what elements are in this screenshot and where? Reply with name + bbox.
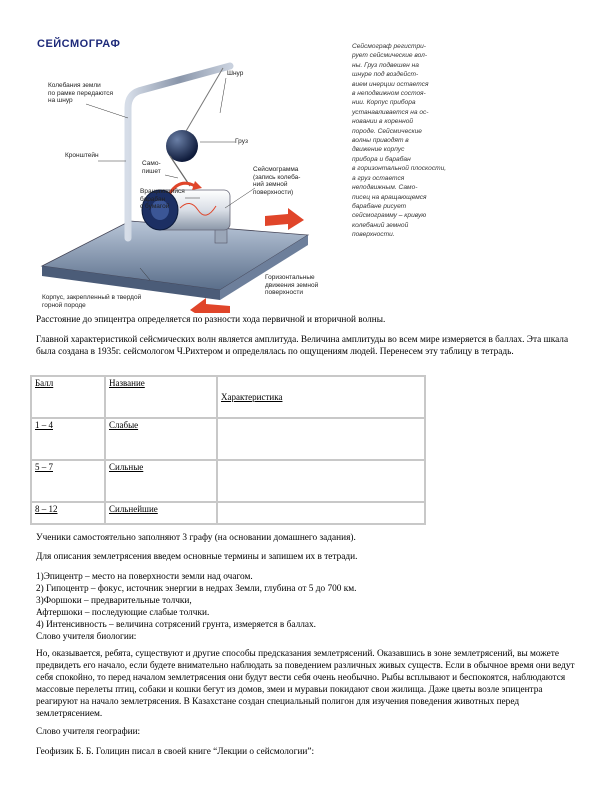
table-cell bbox=[217, 460, 425, 502]
table-header-cell: Балл bbox=[31, 376, 105, 418]
table-cell: Слабые bbox=[105, 418, 217, 460]
table-header-row bbox=[31, 376, 425, 418]
table-cell: 5 – 7 bbox=[31, 460, 105, 502]
term-item: Слово учителя биологии: bbox=[36, 632, 137, 642]
table-row bbox=[31, 502, 425, 524]
figure-title: СЕЙСМОГРАФ bbox=[37, 38, 121, 50]
richter-scale-table bbox=[30, 375, 426, 525]
label-horizontal-movement: Горизонтальные движения земной поверхности bbox=[265, 274, 319, 296]
term-item: 4) Интенсивность – величина сотрясений грунта, измеряется в баллах. bbox=[36, 620, 316, 630]
label-seismogram: Сейсмограмма (запись колеба- ний земной поверхности) bbox=[253, 166, 301, 196]
term-item: 3)Форшоки – предварительные толчки, bbox=[36, 596, 192, 606]
label-arrow-pen: Само- пишет bbox=[142, 160, 161, 175]
table-cell bbox=[217, 502, 425, 524]
figure-side-note: Сейсмограф регистри- рует сейсмические вол- ны. Груз подвешен на шнуре под воздейст- вием инерции остается в неподвижном состоя- нии. Корпус прибора устанавливается на ос- новании в коренной породе. Сейсмические волны приводят в движение корпус прибора и барабан в горизонтальной плоскости, а груз остается неподвижным. Само- писец на вращающемся барабане рисует сейсмограмму – кривую колебаний земной поверхности. bbox=[352, 43, 447, 239]
table-cell: Сильные bbox=[105, 460, 217, 502]
term-item: 1)Эпицентр – место на поверхности земли над очагом. bbox=[36, 572, 253, 582]
movement-arrow-right bbox=[265, 208, 304, 230]
label-drum: Вращающийся барабан с бумагой bbox=[140, 188, 185, 210]
movement-arrow-left bbox=[190, 298, 230, 313]
table-cell bbox=[217, 418, 425, 460]
label-weight: Груз bbox=[235, 138, 248, 145]
paragraph-epicenter-distance: Расстояние до эпицентра определяется по разности хода первичной и вторичной волны. bbox=[36, 315, 386, 325]
paragraph-golitsyn: Геофизик Б. Б. Голицин писал в своей книге “Лекции о сейсмологии”: bbox=[36, 747, 315, 757]
table-cell: Сильнейшие bbox=[105, 502, 217, 524]
paragraph-students-fill: Ученики самостоятельно заполняют 3 графу (на основании домашнего задания). bbox=[36, 533, 356, 543]
paragraph-biology: Но, оказывается, ребята, существуют и другие способы предсказания землетрясений. Оказавшись в зоне землетрясений, вы можете предвидеть его начало, если будете внимательно наблюдать за поведением различных живых существ. Если в обычное время они ведут себя спокойно, то перед началом землетрясения они будут вести себя очень необычно. Рыбы всплывают и беспокоятся, наблюдаются массовые перелеты птиц, собаки и кошки бегут из домов, змеи и муравьи покидают свои жилища. Даже цветы возле эпицентра реагируют на начало землетрясения. В Казахстане создан специальный полигон для изучения поведения животных перед землетрясением. bbox=[36, 649, 575, 719]
seismograph-figure bbox=[30, 38, 447, 313]
label-bracket: Кронштейн bbox=[65, 152, 99, 159]
table-row bbox=[31, 418, 425, 460]
terms-list bbox=[36, 571, 584, 643]
paragraph-geography-heading: Слово учителя географии: bbox=[36, 727, 141, 737]
label-body: Корпус, закрепленный в твердой горной породе bbox=[42, 294, 142, 309]
paragraph-terms-intro: Для описания землетрясения введем основные термины и запишем их в тетради. bbox=[36, 552, 358, 562]
label-wire: Шнур bbox=[227, 70, 244, 77]
table-cell: 8 – 12 bbox=[31, 502, 105, 524]
table-row bbox=[31, 460, 425, 502]
table-header-cell: Характеристика bbox=[217, 376, 425, 418]
term-item: 2) Гипоцентр – фокус, источник энергии в недрах Земли, глубина от 5 до 700 км. bbox=[36, 584, 357, 594]
table-cell: 1 – 4 bbox=[31, 418, 105, 460]
paragraph-amplitude: Главной характеристикой сейсмических волн является амплитуда. Величина амплитуды во всем мире измеряется в баллах. Эта шкала была создана в 1935г. сейсмологом Ч.Рихтером и определялась по ощущениям людей. Перенесем эту таблицу в тетрадь. bbox=[36, 335, 569, 357]
label-ground-oscillation: Колебания земли по рамке передаются на шнур bbox=[48, 82, 114, 104]
table-header-cell: Название bbox=[105, 376, 217, 418]
term-item: Афтершоки – последующие слабые толчки. bbox=[36, 608, 210, 618]
